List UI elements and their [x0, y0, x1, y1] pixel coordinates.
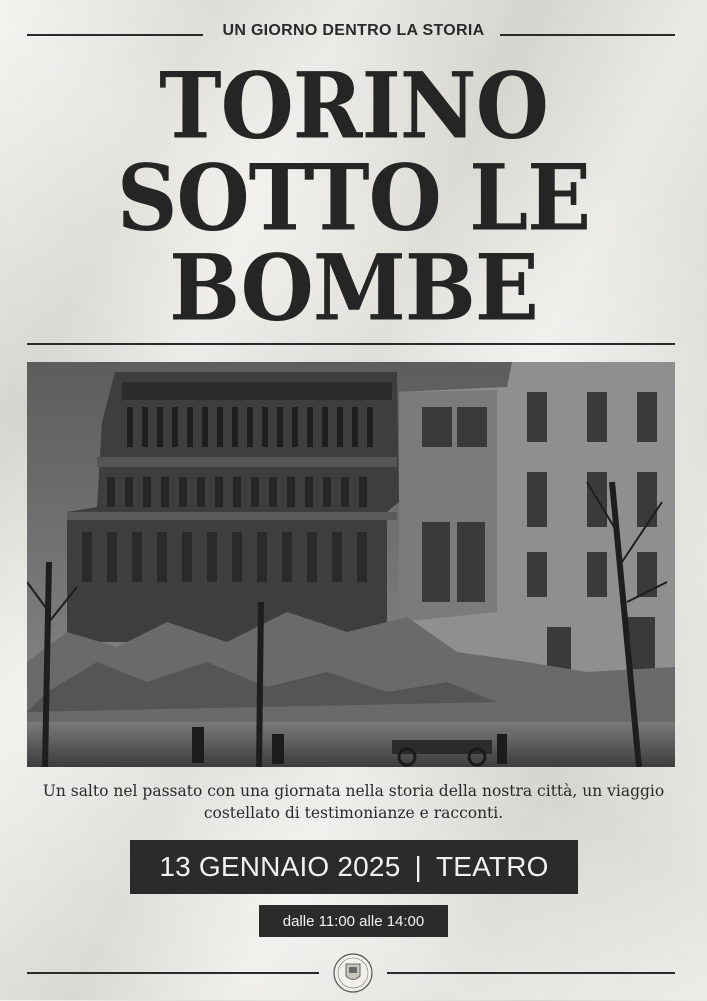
title-line-3: BOMBE [169, 234, 538, 341]
date-separator: | [414, 851, 422, 882]
title-line-1: TORINO [159, 52, 548, 159]
event-time-box [259, 905, 448, 937]
event-time: dalle 11:00 alle 14:00 [282, 912, 425, 930]
description-line-2: costellato di testimonianze e racconti. [203, 804, 504, 822]
description-line-1: Un salto nel passato con una giornata nella storia della nostra città, un viaggio [42, 782, 665, 800]
event-place: TEATRO [435, 851, 549, 882]
title-rule [27, 343, 675, 345]
kicker [0, 22, 707, 40]
footer-rule-left [27, 972, 319, 974]
school-seal-icon [332, 950, 374, 996]
kicker-text: UN GIORNO DENTRO LA STORIA [222, 22, 485, 39]
description [0, 780, 707, 824]
bombed-building-photo-icon [27, 362, 675, 767]
footer-rule-right [387, 972, 675, 974]
historic-photo [27, 362, 675, 767]
event-date: 13 GENNAIO 2025 [159, 851, 401, 882]
event-date-box [130, 840, 578, 894]
title-line-2: SOTTO LE [116, 144, 591, 251]
